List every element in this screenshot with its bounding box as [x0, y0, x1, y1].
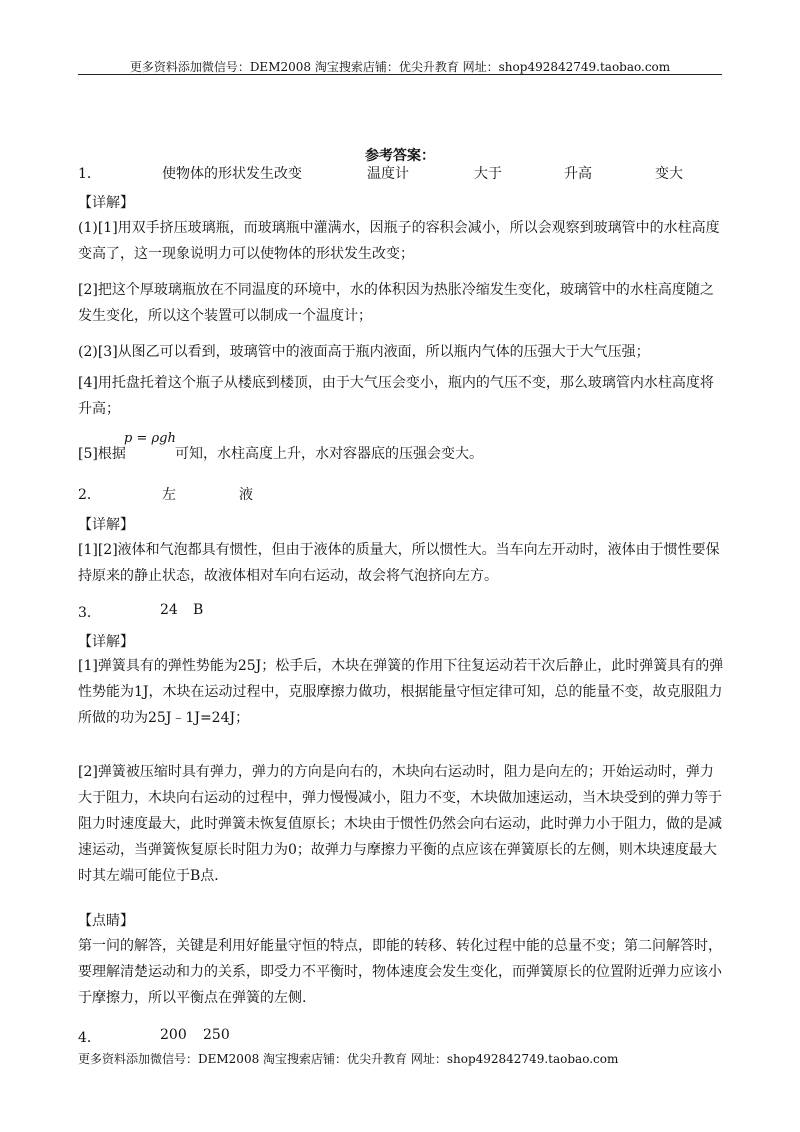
q1-answer-3: 大于	[474, 166, 502, 182]
page-footer: 更多资料添加微信号：DEM2008 淘宝搜索店铺：优尖升教育 网址：shop492842749.taobao.com	[78, 1052, 619, 1066]
answer-title: 参考答案：	[365, 148, 435, 164]
header-divider	[78, 74, 722, 75]
q2-paragraph-1: [1][2]液体和气泡都具有惯性，但由于液体的质量大，所以惯性大。当车向左开动时，液体由于惯性要保持原来的静止状态，故液体相对车向右运动，故会将气泡挤向左方。	[78, 542, 720, 584]
q1-paragraph-2: [2]把这个厚玻璃瓶放在不同温度的环境中，水的体积因为热胀冷缩发生变化，玻璃管中的水柱高度随之发生变化，所以这个装置可以制成一个温度计；	[78, 282, 714, 324]
q1-answer-5: 变大	[655, 166, 683, 182]
q1-paragraph-5-suffix: 可知，水柱高度上升，水对容器底的压强会变大。	[175, 446, 483, 462]
q4-answer-1: 200	[160, 1027, 187, 1043]
q1-paragraph-3: (2)[3]从图乙可以看到，玻璃管中的液面高于瓶内液面，所以瓶内气体的压强大于大气压强；	[78, 344, 650, 360]
q3-paragraph-2: [2]弹簧被压缩时具有弹力，弹力的方向是向右的，木块向右运动时，阻力是向左的；开始运动时，弹力大于阻力，木块向右运动的过程中，弹力慢慢减小，阻力不变，木块做加速运动，当木块受到的弹力等于阻力时速度最大，此时弹簧未恢复值原长；木块由于惯性仍然会向右运动，此时弹力小于阻力，做的是减速运动，当弹簧恢复原长时阻力为0；故弹力与摩擦力平衡的点应该在弹簧原长的左侧，则木块速度最大时其左端可能位于B点．	[78, 764, 722, 884]
q2-number: 2．	[78, 487, 101, 503]
q1-paragraph-1: (1)[1]用双手挤压玻璃瓶，而玻璃瓶中灌满水，因瓶子的容积会减小，所以会观察到玻璃管中的水柱高度变高了，这一现象说明力可以使物体的形状发生改变；	[78, 220, 720, 262]
q4-number: 4．	[78, 1030, 101, 1046]
q1-explanation-label: 【详解】	[78, 195, 134, 211]
q1-answer-1: 使物体的形状发生改变	[162, 166, 302, 182]
q1-answer-4: 升高	[564, 166, 592, 182]
page-header: 更多资料添加微信号：DEM2008 淘宝搜索店铺：优尖升教育 网址：shop492842749.taobao.com	[129, 60, 671, 74]
q1-number: 1．	[78, 166, 101, 182]
pressure-formula: p = ρgh	[124, 431, 176, 446]
q4-answer-2: 250	[203, 1027, 230, 1043]
q3-number: 3．	[78, 605, 101, 621]
q3-paragraph-1: [1]弹簧具有的弹性势能为25J；松手后，木块在弹簧的作用下往复运动若干次后静止，此时弹簧具有的弹性势能为1J，木块在运动过程中，克服摩擦力做功，根据能量守恒定律可知，总的能量不变，故克服阻力所做的功为25J﹣1J=24J；	[78, 658, 724, 726]
q2-explanation-label: 【详解】	[78, 517, 134, 533]
q2-answer-2: 液	[239, 487, 253, 503]
q2-answer-1: 左	[162, 487, 176, 503]
q3-answer-2: B	[193, 602, 204, 618]
q1-answer-2: 温度计	[367, 166, 409, 182]
q3-remark-label: 【点睛】	[78, 913, 134, 929]
q3-explanation-label: 【详解】	[78, 634, 134, 650]
q1-paragraph-4: [4]用托盘托着这个瓶子从楼底到楼顶，由于大气压会变小，瓶内的气压不变，那么玻璃管内水柱高度将升高；	[78, 375, 714, 417]
q3-paragraph-3: 第一问的解答，关键是利用好能量守恒的特点，即能的转移、转化过程中能的总量不变；第二问解答时，要理解清楚运动和力的关系，即受力不平衡时，物体速度会发生变化，而弹簧原长的位置附近弹力应该小于摩擦力，所以平衡点在弹簧的左侧.	[78, 938, 722, 1006]
q3-answer-1: 24	[160, 602, 178, 618]
q1-paragraph-5-prefix: [5]根据	[78, 446, 126, 462]
